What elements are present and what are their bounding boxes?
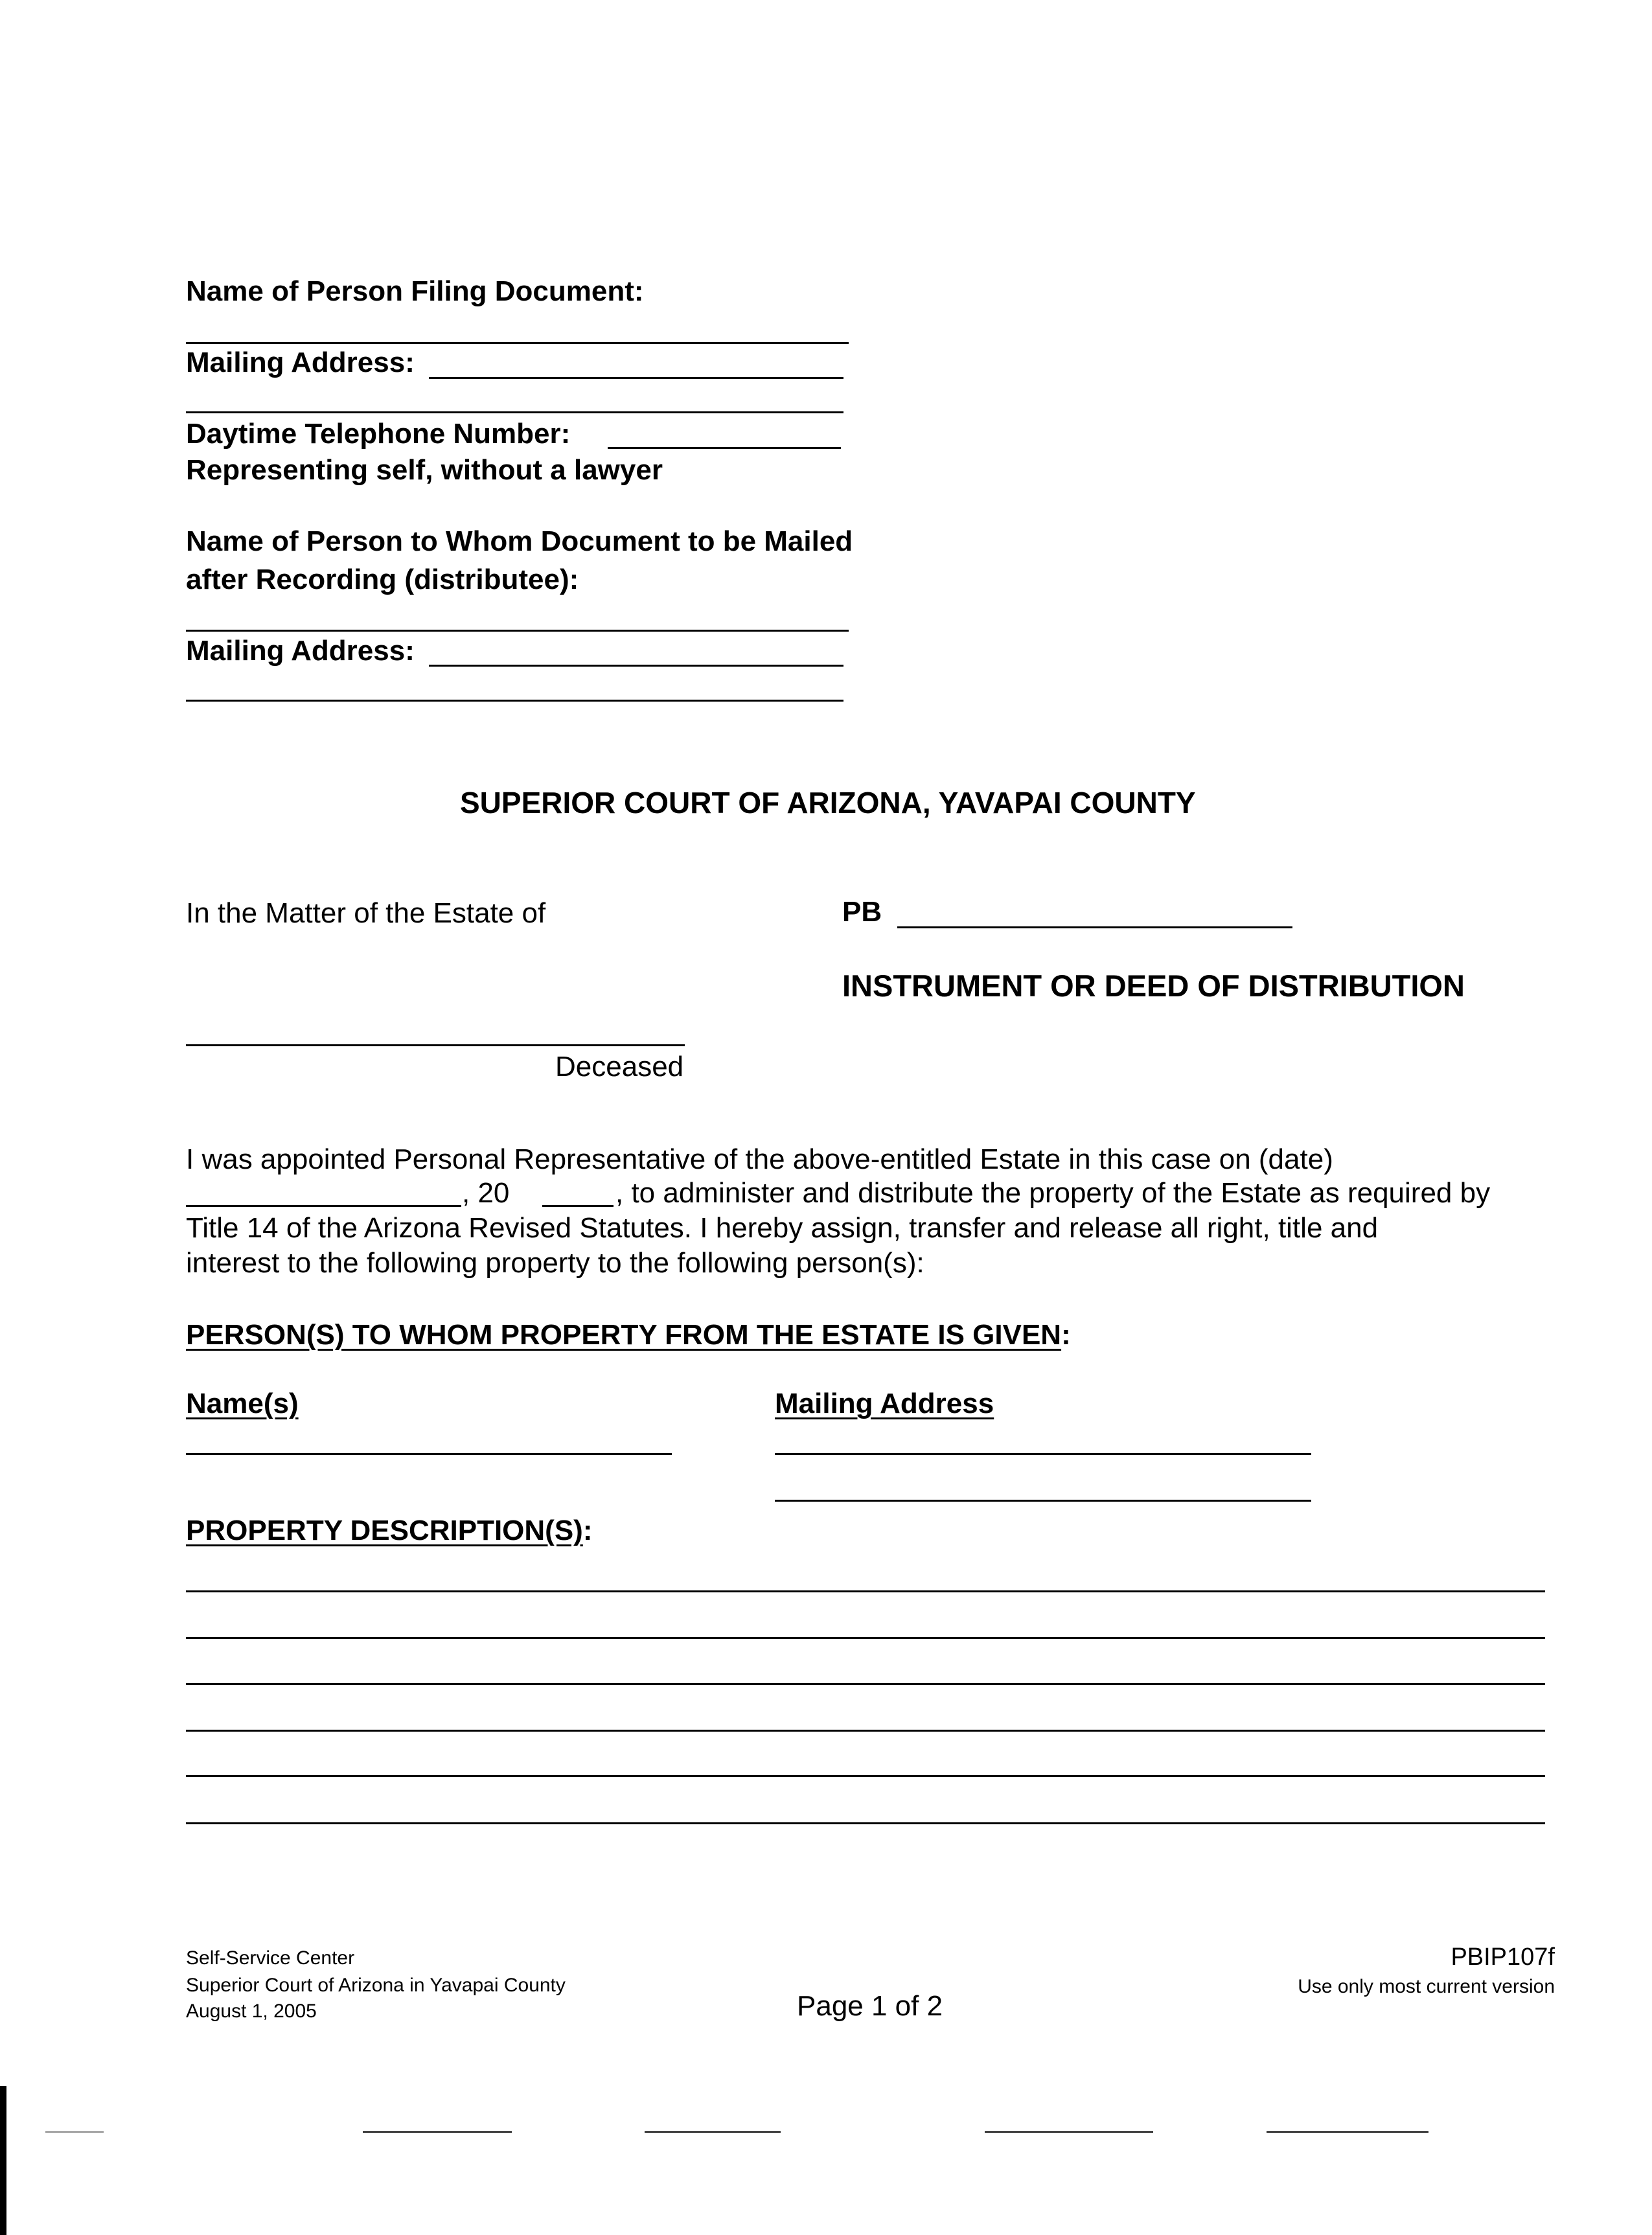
- footer-org-line-2: Superior Court of Arizona in Yavapai County: [186, 1975, 566, 1996]
- decedent-name-line[interactable]: [186, 1044, 685, 1046]
- persons-heading-colon: :: [1061, 1319, 1071, 1351]
- persons-heading-text: PERSON(S) TO WHOM PROPERTY FROM THE ESTATE IS GIVEN: [186, 1319, 1062, 1351]
- case-number-prefix: PB: [842, 896, 882, 928]
- statement-line-4: interest to the following property to the following person(s):: [186, 1247, 924, 1279]
- names-column-header: Name(s): [186, 1388, 299, 1419]
- scan-dash-2: [363, 2131, 512, 2133]
- scan-dash-4: [985, 2131, 1153, 2133]
- filer-mailing-line-2[interactable]: [186, 411, 843, 413]
- document-title: INSTRUMENT OR DEED OF DISTRIBUTION: [842, 968, 1465, 1003]
- mailing-address-column-header: Mailing Address: [775, 1388, 994, 1419]
- appointment-date-line[interactable]: [186, 1205, 461, 1207]
- deceased-label: Deceased: [555, 1051, 684, 1083]
- property-line-5[interactable]: [186, 1775, 1545, 1777]
- recipient-address-line-1[interactable]: [775, 1453, 1311, 1455]
- mail-to-heading-line1: Name of Person to Whom Document to be Mailed: [186, 525, 853, 557]
- distributee-mailing-line-1[interactable]: [429, 665, 843, 667]
- property-heading-text: PROPERTY DESCRIPTION(S): [186, 1515, 583, 1546]
- mail-to-heading-line2: after Recording (distributee):: [186, 564, 579, 595]
- scan-dash-3: [645, 2131, 781, 2133]
- statement-line-3: Title 14 of the Arizona Revised Statutes. I hereby assign, transfer and release all right, title and: [186, 1212, 1379, 1244]
- filer-name-line[interactable]: [186, 342, 849, 344]
- scan-edge-mark: [0, 2086, 6, 2235]
- scan-dash-1: [45, 2131, 104, 2133]
- property-line-4[interactable]: [186, 1730, 1545, 1732]
- recipient-name-line[interactable]: [186, 1453, 672, 1455]
- persons-heading: [186, 1319, 1071, 1351]
- court-title: SUPERIOR COURT OF ARIZONA, YAVAPAI COUNTY: [460, 786, 1196, 820]
- footer-org-line-1: Self-Service Center: [186, 1947, 355, 1969]
- page-number: Page 1 of 2: [797, 1990, 943, 2022]
- version-note: Use only most current version: [1298, 1976, 1555, 1997]
- filer-phone-label: Daytime Telephone Number:: [186, 418, 571, 450]
- footer-date: August 1, 2005: [186, 2000, 317, 2022]
- case-number-line[interactable]: [897, 926, 1292, 928]
- estate-matter-text: In the Matter of the Estate of: [186, 897, 546, 929]
- statement-line-1: I was appointed Personal Representative of the above-entitled Estate in this case on (date): [186, 1143, 1333, 1175]
- property-line-6[interactable]: [186, 1822, 1545, 1824]
- distributee-mailing-label: Mailing Address:: [186, 635, 415, 667]
- statement-line-2: , to administer and distribute the property of the Estate as required by: [615, 1177, 1491, 1209]
- appointment-year-line[interactable]: [542, 1205, 614, 1207]
- distributee-name-line[interactable]: [186, 630, 849, 632]
- filer-mailing-line-1[interactable]: [429, 377, 843, 379]
- filer-name-label: Name of Person Filing Document:: [186, 275, 644, 307]
- filer-phone-line[interactable]: [608, 447, 841, 449]
- form-code: PBIP107f: [1451, 1943, 1555, 1971]
- filer-mailing-label: Mailing Address:: [186, 347, 415, 378]
- representing-self-text: Representing self, without a lawyer: [186, 454, 663, 486]
- property-line-1[interactable]: [186, 1590, 1545, 1592]
- property-line-2[interactable]: [186, 1637, 1545, 1639]
- property-heading-colon: :: [582, 1515, 593, 1546]
- property-heading: [186, 1515, 592, 1547]
- scan-dash-5: [1267, 2131, 1428, 2133]
- distributee-mailing-line-2[interactable]: [186, 700, 843, 702]
- property-line-3[interactable]: [186, 1683, 1545, 1685]
- statement-year-prefix: , 20: [462, 1177, 510, 1209]
- recipient-address-line-2[interactable]: [775, 1500, 1311, 1502]
